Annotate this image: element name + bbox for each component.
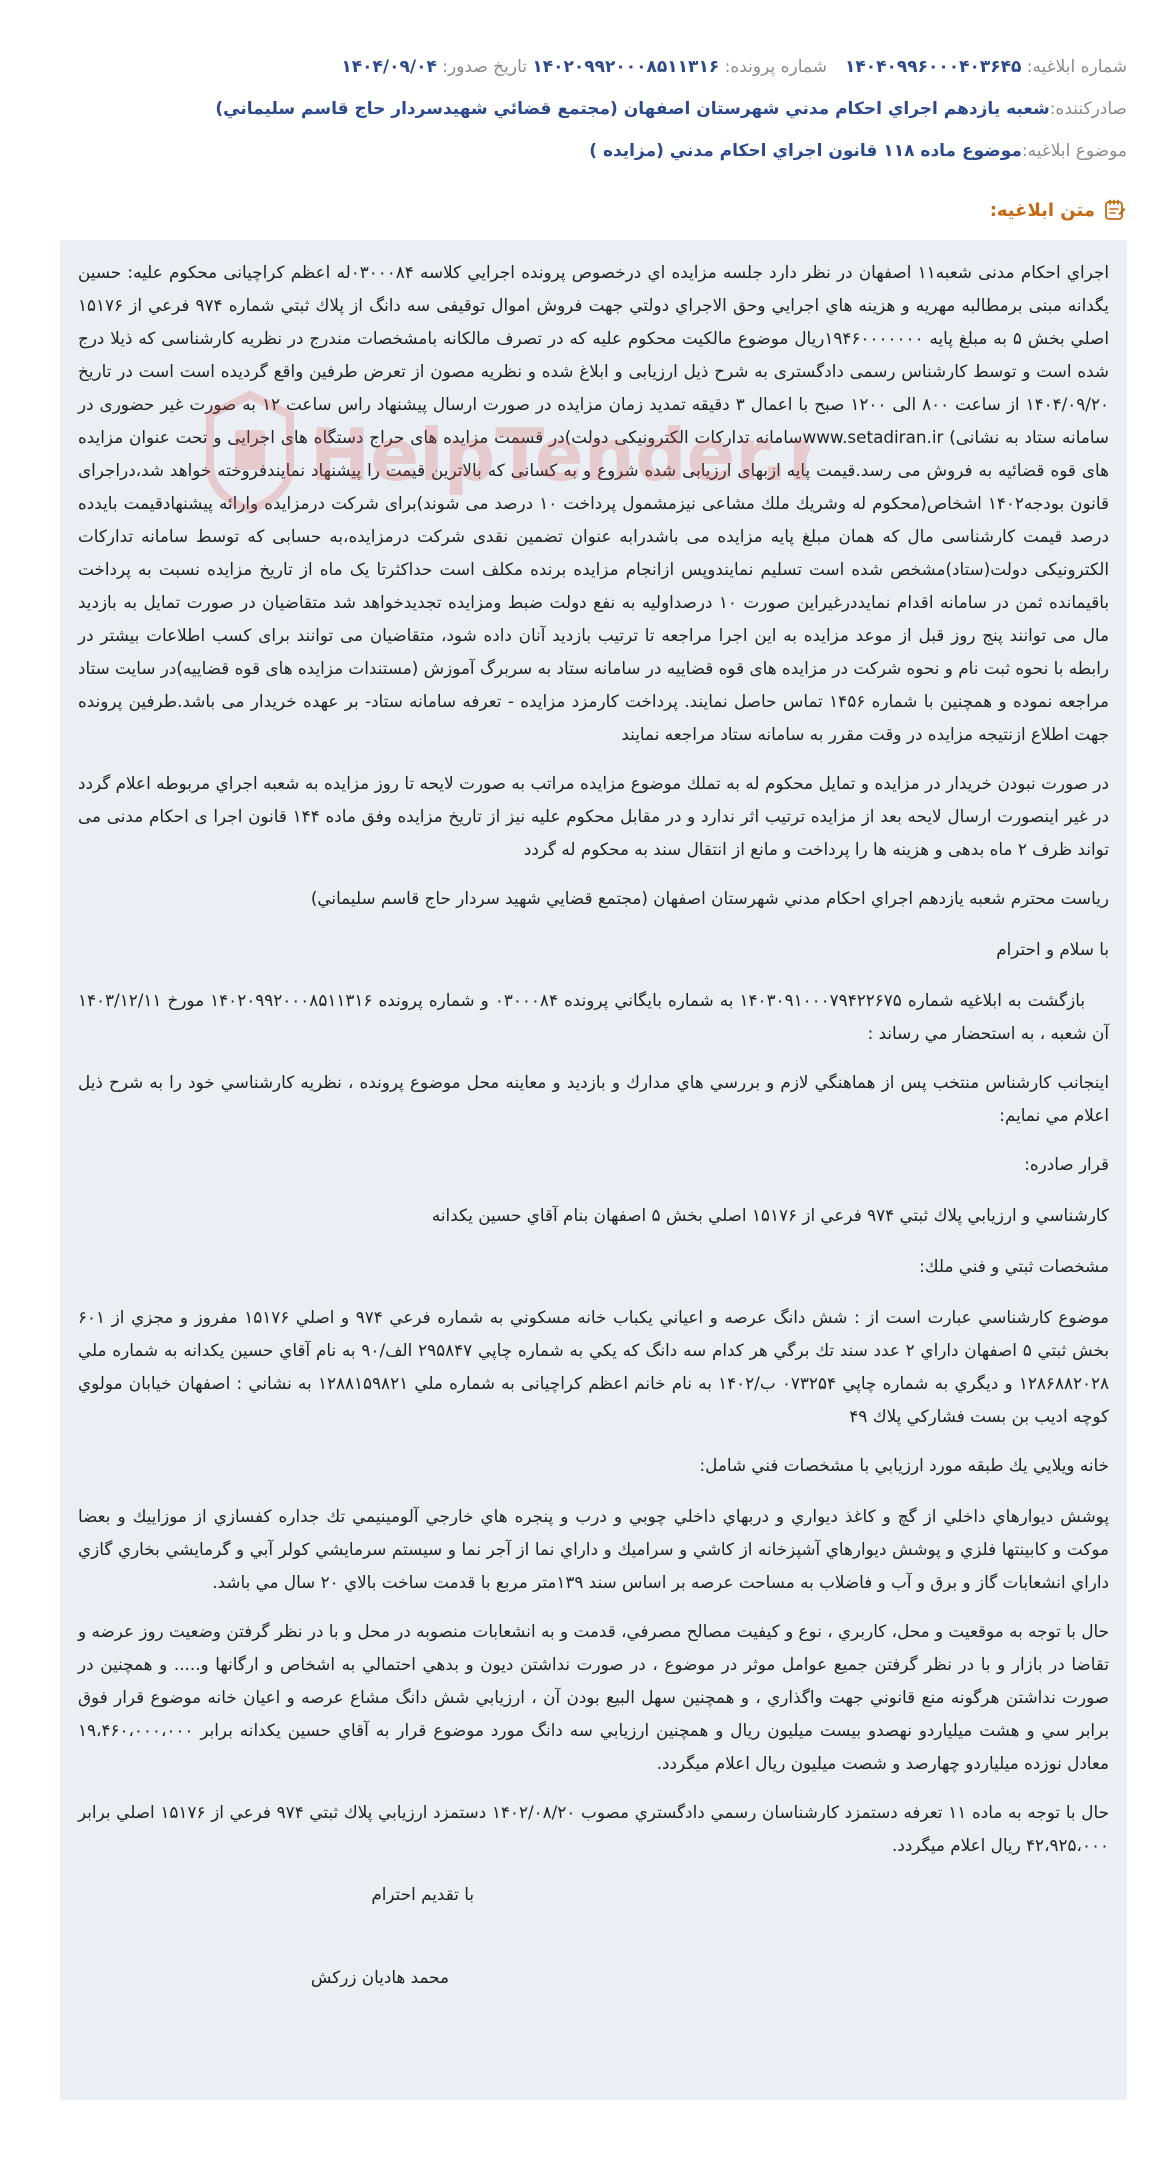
signer-name: محمد هاديان زركش <box>310 1967 449 1987</box>
technical-specs-paragraph: پوشش ديوارهاي داخلي از گچ و كاغذ ديواري و دربهاي داخلي چوبي و درب و پنجره هاي خارجي آلومينيمي تك جداره كفسازي از موزاييك و بعضا موكت و كابينتها فلزي و پوشش ديوارهاي آشپزخانه از كاشي و سراميك و داراي نما از آجر نما و سيستم سرمايشي كولر آبي و گرمايشي بخاري گازي داراي انشعابات گاز و برق و آب و فاضلاب به مساحت عرصه بر اساس سند ۱۳۹متر مربع با قدمت ساخت بالاي ۲۰ سال مي باشد. <box>78 1506 1109 1592</box>
issue-date-label: تاریخ صدور: <box>442 57 527 77</box>
order-heading: قرار صادره: <box>1024 1154 1109 1174</box>
meta-top-row <box>47 50 1127 84</box>
valuation-paragraph: حال با توجه به موقعيت و محل، كاربري ، نوع و كيفيت مصالح مصرفي، قدمت و به انشعابات منصوبه در محل و با در نظر گرفتن وضعيت روز عرضه و تقاضا در بازار و با در نظر گرفتن جميع عوامل موثر در موضوع ، در صورت نداشتن ديون و بدهي احتمالي به اشخاص و ارگانها و..... و همچنين در صورت نداشتن هرگونه منع قانوني جهت واگذاري ، و همچنين سهل البيع بودن آن ، ارزيابي شش دانگ مشاع عرصه و اعيان خانه موضوع قرار فوق برابر سي و هشت ميلياردو نهصدو بيست ميليون ريال و همچنين ارزيابي سه دانگ مورد موضوع قرار به آقاي حسين يكدانه برابر ۱۹،۴۶۰،۰۰۰،۰۰۰ معادل نوزده ميلياردو چهارصد و شصت ميليون ريال اعلام ميگردد. <box>78 1621 1109 1773</box>
issue-date-value: ۱۴۰۴/۰۹/۰۴ <box>341 57 437 77</box>
subject-label: موضوع ابلاغیه: <box>1021 141 1127 161</box>
property-description-paragraph: موضوع كارشناسي عبارت است از : شش دانگ عرصه و اعياني يكباب خانه مسكوني به شماره فرعي ۹۷۴ و اصلي ۱۵۱۷۶ مفروز و مجزي از ۶۰۱ بخش ثبتي ۵ اصفهان داراي ۲ عدد سند تك برگي هر كدام سه دانگ كه يكي به شماره چاپي ۲۹۵۸۴۷ الف/۹۰ به نام آقاي حسين يكدانه به شماره ملي ۱۲۸۶۸۸۲۰۲۸ و ديگري به شماره چاپي ۰۷۳۲۵۴ ب/۱۴۰۲ به نام خانم اعظم كراچيانى به شماره ملي ۱۲۸۸۱۵۹۸۲۱ به نشاني : اصفهان خيابان مولوي كوچه اديب بن بست فشاركي پلاك ۴۹ <box>78 1307 1110 1426</box>
addressee-line: رياست محترم شعبه يازدهم اجراي احكام مدني شهرستان اصفهان (مجتمع قضايي شهيد سردار حاج قاسم سليماني) <box>310 888 1109 908</box>
order-text: كارشناسي و ارزيابي پلاك ثبتي ۹۷۴ فرعي از ۱۵۱۷۶ اصلي بخش ۵ اصفهان بنام آقاي حسين يكدانه <box>431 1205 1109 1225</box>
notice-body <box>60 240 1127 2100</box>
auction-announcement-paragraph: اجراي احكام مدنى شعبه۱۱ اصفهان در نظر دارد جلسه مزايده اي درخصوص پرونده اجرايي كلاسه ۰۳۰۰۰۸۴له اعظم كراچيانى محكوم عليه: حسين يگدانه مبنى برمطالبه مهريه و هزينه هاي اجرايي وحق الاجراي دولتي جهت فروش اموال توقيفى سه دانگ از پلاك ثبتي شماره ۹۷۴ فرعي از ۱۵۱۷۶ اصلي بخش ۵ به مبلغ پايه ۱۹۴۶۰۰۰۰۰۰۰ريال موضوع مالكيت محكوم عليه كه در تصرف مالكانه بامشخصات مندرج در نظريه كارشناسى كه ذيلا درج شده است و توسط كارشناس رسمى دادگسترى به شرح ذيل ارزيابى و ابلاغ شده و نظريه مصون از تعرض طرفين واقع گرديده است است در تاريخ ۱۴۰۴/۰۹/۲۰ از ساعت ۸۰۰ الى ۱۲۰۰ صبح با اعمال ۳ دقيقه تمديد زمان مزايده در صورت ارسال پيشنهاد راس ساعت ۱۲ به صورت غير حضورى در سامانه ستاد به نشانى) www.setadiran.irسامانه تداركات الكترونيكى دولت)در قسمت مزايده هاى حراج دستگاه هاى اجرايى و تحت عنوان مزايده هاى قوه قضائيه به فروش مى رسد.قيمت پايه ازبهاى ارزيابى شده شروع و به كسانى كه بالاترين قيمت را پيشنهاد نمايندفروخته خواهد شد،دراجراى قانون بودجه۱۴۰۲ اشخاص(محكوم له وشريك ملك مشاعى نيزمشمول پرداخت ۱۰ درصد مى شوند)براى شركت درمزايده وارائه پيشنهادقيمت بايدده درصد قيمت كارشناسى مال كه همان مبلغ پايه مزايده مى باشدرابه عنوان تضمين نقدى شركت درمزايده،به حسابى كه توسط سامانه تداركات الكترونيكى دولت(ستاد)مشخص شده است تسليم نمايندوپس ازانجام مزايده برنده مكلف است حداكثرتا يک ماه از تاريخ مزايده نسبت به پرداخت باقيمانده ثمن در سامانه اقدام نمايددرغيراين صورت ۱۰ درصداوليه به نفع دولت ضبط ومزايده تجديدخواهد شد متقاضيان در صورت تمايل به بازديد مال مى توانند پنج روز قبل از موعد مزايده به اين اجرا مراجعه تا ترتيب بازديد آنان داده شود، متقاضيان مى توانند براى كسب اطلاعات بيشتر در رابطه با نحوه ثبت نام و نحوه شركت در مزايده هاى قوه قضاييه در سامانه ستاد به سربرگ آموزش (مستندات مزايده هاى قوه قضاييه)در سايت ستاد مراجعه نموده و همچنين با شماره ۱۴۵۶ تماس حاصل نمايند. پرداخت كارمزد مزايده - تعرفه سامانه ستاد- بر عهده خريدار مى باشد.طرفين پرونده جهت اطلاع ازنتيجه مزايده در وقت مقرر به سامانه ستاد مراجعه نمايند <box>78 262 1110 744</box>
notice-number-value: ۱۴۰۴۰۹۹۶۰۰۰۴۰۳۶۴۵ <box>844 57 1022 77</box>
expert-intro-paragraph: اينجانب كارشناس منتخب پس از هماهنگي لازم و بررسي هاي مدارك و بازديد و معاينه محل موضوع پرونده ، نظريه كارشناسي خود را به شرح ذيل اعلام مي نمايم: <box>78 1072 1109 1125</box>
property-specs-heading: مشخصات ثبتي و فني ملك: <box>919 1256 1109 1276</box>
case-number-value: ۱۴۰۲۰۹۹۲۰۰۰۸۵۱۱۳۱۶ <box>532 57 720 77</box>
subject-row <box>47 134 1127 168</box>
issuer-row <box>47 92 1127 126</box>
issuer-value: شعبه يازدهم اجراي احكام مدني شهرستان اصفهان (مجتمع قضائي شهيدسردار حاج قاسم سليماني) <box>215 99 1050 119</box>
case-number <box>527 57 827 77</box>
notice-header <box>47 50 1127 180</box>
notice-text-heading <box>990 198 1127 222</box>
document-note-icon <box>1103 198 1127 222</box>
notice-text-title: متن ابلاغیه: <box>989 199 1095 221</box>
subject-value: موضوع ماده ۱۱۸ قانون اجراي احكام مدني (مزايده ) <box>589 141 1022 161</box>
issuer-label: صادرکننده: <box>1049 99 1127 119</box>
reference-paragraph: بازگشت به ابلاغيه شماره ۱۴۰۳۰۹۱۰۰۰۷۹۴۲۲۶۷۵ به شماره بايگاني پرونده ۰۳۰۰۰۸۴ و شماره پرونده ۱۴۰۲۰۹۹۲۰۰۰۸۵۱۱۳۱۶ مورخ ۱۴۰۳/۱۲/۱۱ آن شعبه ، به استحضار مي رساند : <box>78 990 1109 1043</box>
watermark-text: HelpTender. <box>310 413 788 497</box>
notice-number <box>827 57 1127 77</box>
issue-date <box>341 57 527 77</box>
closing-line: با تقديم احترام <box>371 1884 474 1904</box>
notice-number-label: شماره ابلاغیه: <box>1026 57 1127 77</box>
case-number-label: شماره پرونده: <box>724 57 827 77</box>
technical-specs-heading: خانه ويلايي يك طبقه مورد ارزيابي با مشخصات فني شامل: <box>699 1455 1109 1475</box>
greeting-line: با سلام و احترام <box>996 939 1109 959</box>
no-buyer-paragraph: در صورت نبودن خريدار در مزايده و تمايل محكوم له به تملك موضوع مزايده مراتب به صورت لايحه تا روز مزايده به شعبه اجراي مربوطه اعلام گردد در غير اينصورت ارسال لايحه بعد از مزايده ترتيب اثر ندارد و در مقابل محكوم عليه نيز از تاريخ مزايده وفق ماده ۱۴۴ قانون اجرا ى احكام مدنى مى تواند ظرف ۲ ماه بدهى و هزينه ها را پرداخت و مانع از انتقال سند به محكوم له گردد <box>78 773 1109 859</box>
fee-paragraph: حال با توجه به ماده ۱۱ تعرفه دستمزد كارشناسان رسمي دادگستري مصوب ۱۴۰۲/۰۸/۲۰ دستمزد ارزيابي پلاك ثبتي ۹۷۴ فرعي از ۱۵۱۷۶ اصلي برابر ۴۲،۹۲۵،۰۰۰ ريال اعلام ميگردد. <box>78 1802 1109 1855</box>
